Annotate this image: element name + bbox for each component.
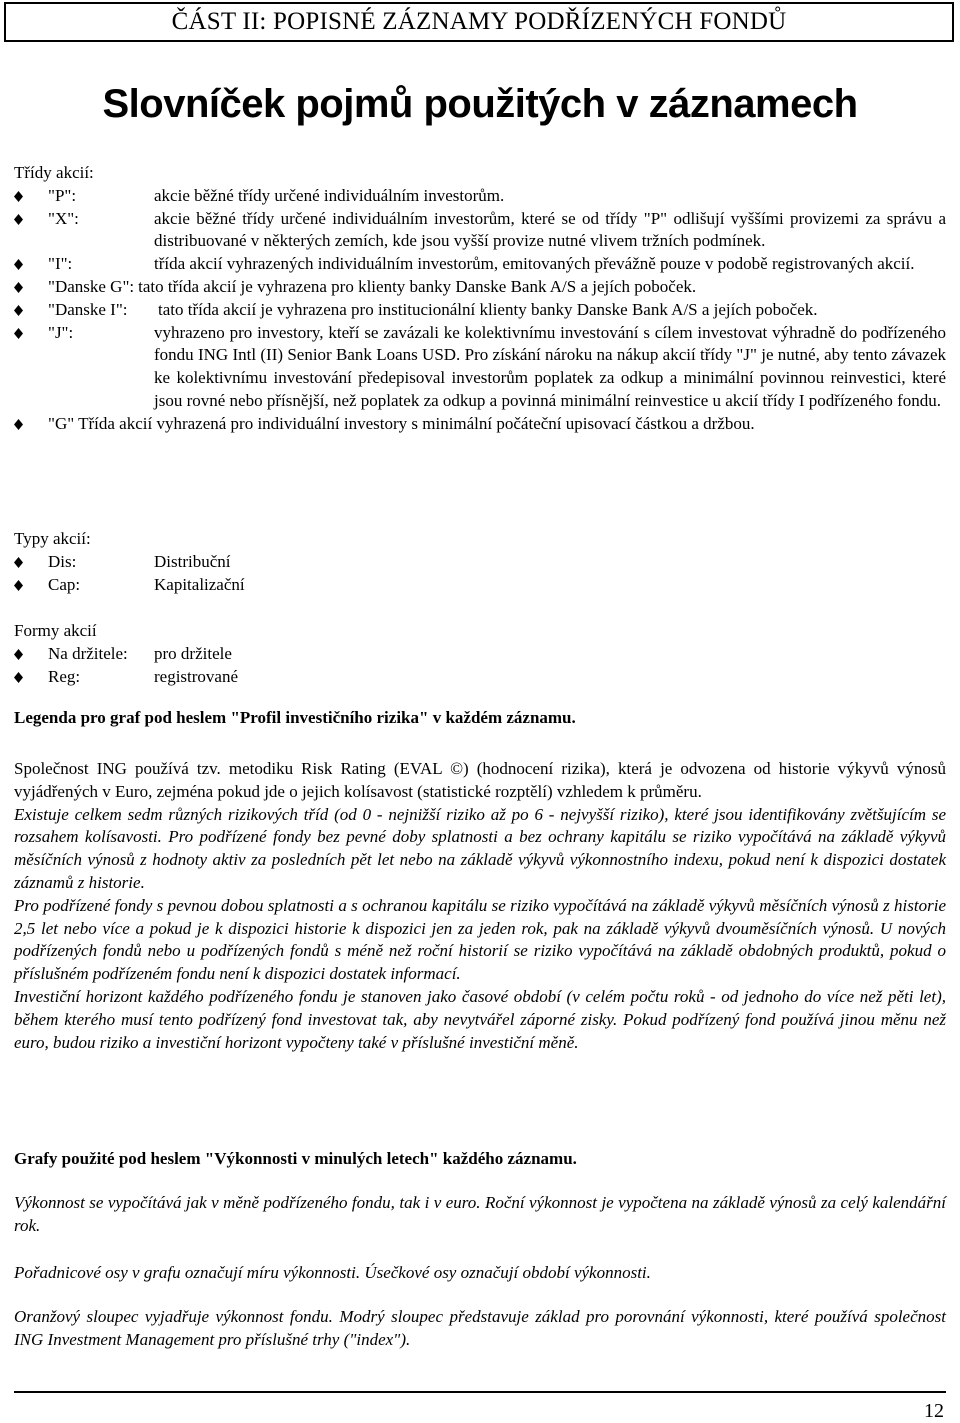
diamond-bullet-icon xyxy=(14,214,24,226)
performance-paragraph-3: Oranžový sloupec vyjadřuje výkonnost fondu. Modrý sloupec představuje základ pro porovnání výkonnosti, které používá společnost ING Investment Management pro příslušné trhy ("index"). xyxy=(14,1307,946,1349)
diamond-bullet-icon xyxy=(14,419,24,431)
class-term: "Danske I": xyxy=(48,299,128,319)
list-item xyxy=(14,208,946,254)
list-item xyxy=(14,276,946,299)
diamond-bullet-icon xyxy=(14,557,24,569)
list-item xyxy=(14,413,946,436)
fixed-maturity-paragraph: Pro podřízené fondy s pevnou dobou splatnosti a s ochranou kapitálu se riziko vypočítává na základě výkyvů měsíčních výnosů z historie 2,5 let nebo více a pokud je k dispozici historie k dispozici jen za jeden rok, pak na základě výkyvů dvouměsíčních výnosů. U nových podřízených fondů nebo u podřízených fondů s méně než roční historií se riziko vypočítává na základě obdobných produktů, pokud o příslušném podřízeném fondu není k dispozici dostatek informací. xyxy=(14,895,946,984)
type-definition: Distribuční xyxy=(154,551,231,571)
list-item xyxy=(14,643,946,666)
diamond-bullet-icon xyxy=(14,649,24,661)
diamond-bullet-icon xyxy=(14,672,24,684)
part-title: ČÁST II: POPISNÉ ZÁZNAMY PODŘÍZENÝCH FONDŮ xyxy=(171,8,787,35)
share-forms-section xyxy=(14,620,946,688)
list-item xyxy=(14,299,946,322)
list-item xyxy=(14,185,946,208)
class-term: "P": xyxy=(48,185,77,205)
diamond-bullet-icon xyxy=(14,259,24,271)
class-term: "I": xyxy=(48,254,73,274)
list-item xyxy=(14,666,946,689)
class-definition: akcie běžné třídy určené individuálním investorům, které se od třídy "P" odlišují vyššími provizemi za správu a distribuované v některých zemích, kde jsou vyšší provize nutné vlivem tržních podmínek. xyxy=(154,208,946,251)
class-definition: třída akcií vyhrazených individuálním investorům, emitovaných převážně pouze v podobě registrovaných akcií. xyxy=(154,254,915,274)
footer-divider xyxy=(14,1391,946,1393)
type-term: Cap: xyxy=(48,574,81,594)
type-term: Dis: xyxy=(48,551,77,571)
form-term: Reg: xyxy=(48,666,81,686)
form-term: Na držitele: xyxy=(48,643,128,663)
class-definition: tato třída akcií je vyhrazena pro klienty banky Danske Bank A/S a jejích poboček. xyxy=(138,276,697,296)
class-term: "Danske G": xyxy=(48,276,135,296)
form-definition: pro držitele xyxy=(154,643,232,663)
type-definition: Kapitalizační xyxy=(154,574,245,594)
share-forms-heading: Formy akcií xyxy=(14,621,97,640)
risk-legend-heading: Legenda pro graf pod heslem "Profil investičního rizika" v každém záznamu. xyxy=(14,708,576,727)
class-definition: vyhrazeno pro investory, kteří se zavázali ke kolektivnímu investování s cílem investovat výhradně do podřízeného fondu ING Intl (II) Senior Bank Loans USD. Pro získání nároku na nákup akcií třídy "J" je nutné, aby tento závazek ke kolektivnímu investování předepisoval investorům poplatek za odkup a minimální povinnou reinvestici, které jsou rovné nebo přísnější, než poplatek za odkup a povinná minimální reinvestice u akcií třídy I podřízeného fondu. xyxy=(154,322,946,410)
diamond-bullet-icon xyxy=(14,191,24,203)
performance-paragraph-2: Pořadnicové osy v grafu označují míru výkonnosti. Úsečkové osy označují období výkonnosti. xyxy=(14,1263,651,1282)
diamond-bullet-icon xyxy=(14,305,24,317)
performance-paragraph-1: Výkonnost se vypočítává jak v měně podřízeného fondu, tak i v euro. Roční výkonnost je vypočtena na základě výnosů za celý kalendářní rok. xyxy=(14,1193,946,1235)
investment-horizon-paragraph: Investiční horizont každého podřízeného fondu je stanoven jako časové období (v celém počtu roků - od jednoho do více než pěti let), během kterého musí tento podřízený fond investovat tak, aby nevytvářel záporné zisky. Pokud podřízený fond používá jinou měnu než euro, budou riziko a investiční horizont vypočteny také v příslušné investiční měně. xyxy=(14,986,946,1052)
performance-heading: Grafy použité pod heslem "Výkonnosti v minulých letech" každého záznamu. xyxy=(14,1149,577,1168)
diamond-bullet-icon xyxy=(14,282,24,294)
page-number: 12 xyxy=(924,1400,944,1422)
class-definition: akcie běžné třídy určené individuálním investorům. xyxy=(154,185,505,205)
share-types-heading: Typy akcií: xyxy=(14,529,91,548)
share-classes-section xyxy=(14,162,946,436)
risk-legend-intro: Společnost ING používá tzv. metodiku Risk Rating (EVAL ©) (hodnocení rizika), která je odvozena od historie výkyvů výnosů vyjádřených v Euro, zejména pokud jde o jejich kolísavost (statistické rozptělí) vzhledem k průměru. xyxy=(14,759,946,801)
diamond-bullet-icon xyxy=(14,580,24,592)
list-item xyxy=(14,574,946,597)
class-g-definition: "G" Třída akcií vyhrazená pro individuální investory s minimální počáteční upisovací částkou a držbou. xyxy=(48,413,755,433)
share-classes-heading: Třídy akcií: xyxy=(14,163,94,182)
list-item xyxy=(14,551,946,574)
share-types-section xyxy=(14,528,946,596)
risk-classes-paragraph: Existuje celkem sedm různých rizikových tříd (od 0 - nejnižší riziko až po 6 - nejvyšší riziko), které jsou identifikovány zvětšujícím se rozsahem kolísavosti. Pro podřízené fondy bez pevné doby splatnosti a bez ochrany kapitálu se riziko vypočítává na základě výkyvů měsíčních výnosů z hodnoty aktiv za posledních pět let nebo na základě výkyvů výkonnostního indexu, pokud není k dispozici dostatek záznamů z historie. xyxy=(14,804,946,892)
diamond-bullet-icon xyxy=(14,328,24,340)
class-term: "X": xyxy=(48,208,79,228)
list-item xyxy=(14,322,946,413)
class-term: "J": xyxy=(48,322,74,342)
class-definition: tato třída akcií je vyhrazena pro institucionální klienty banky Danske Bank A/S a jejích poboček. xyxy=(158,299,818,319)
risk-legend-body xyxy=(14,758,946,1054)
page-title: Slovníček pojmů použitých v záznamech xyxy=(102,82,858,126)
part-header xyxy=(4,2,954,42)
form-definition: registrované xyxy=(154,666,239,686)
list-item xyxy=(14,253,946,276)
